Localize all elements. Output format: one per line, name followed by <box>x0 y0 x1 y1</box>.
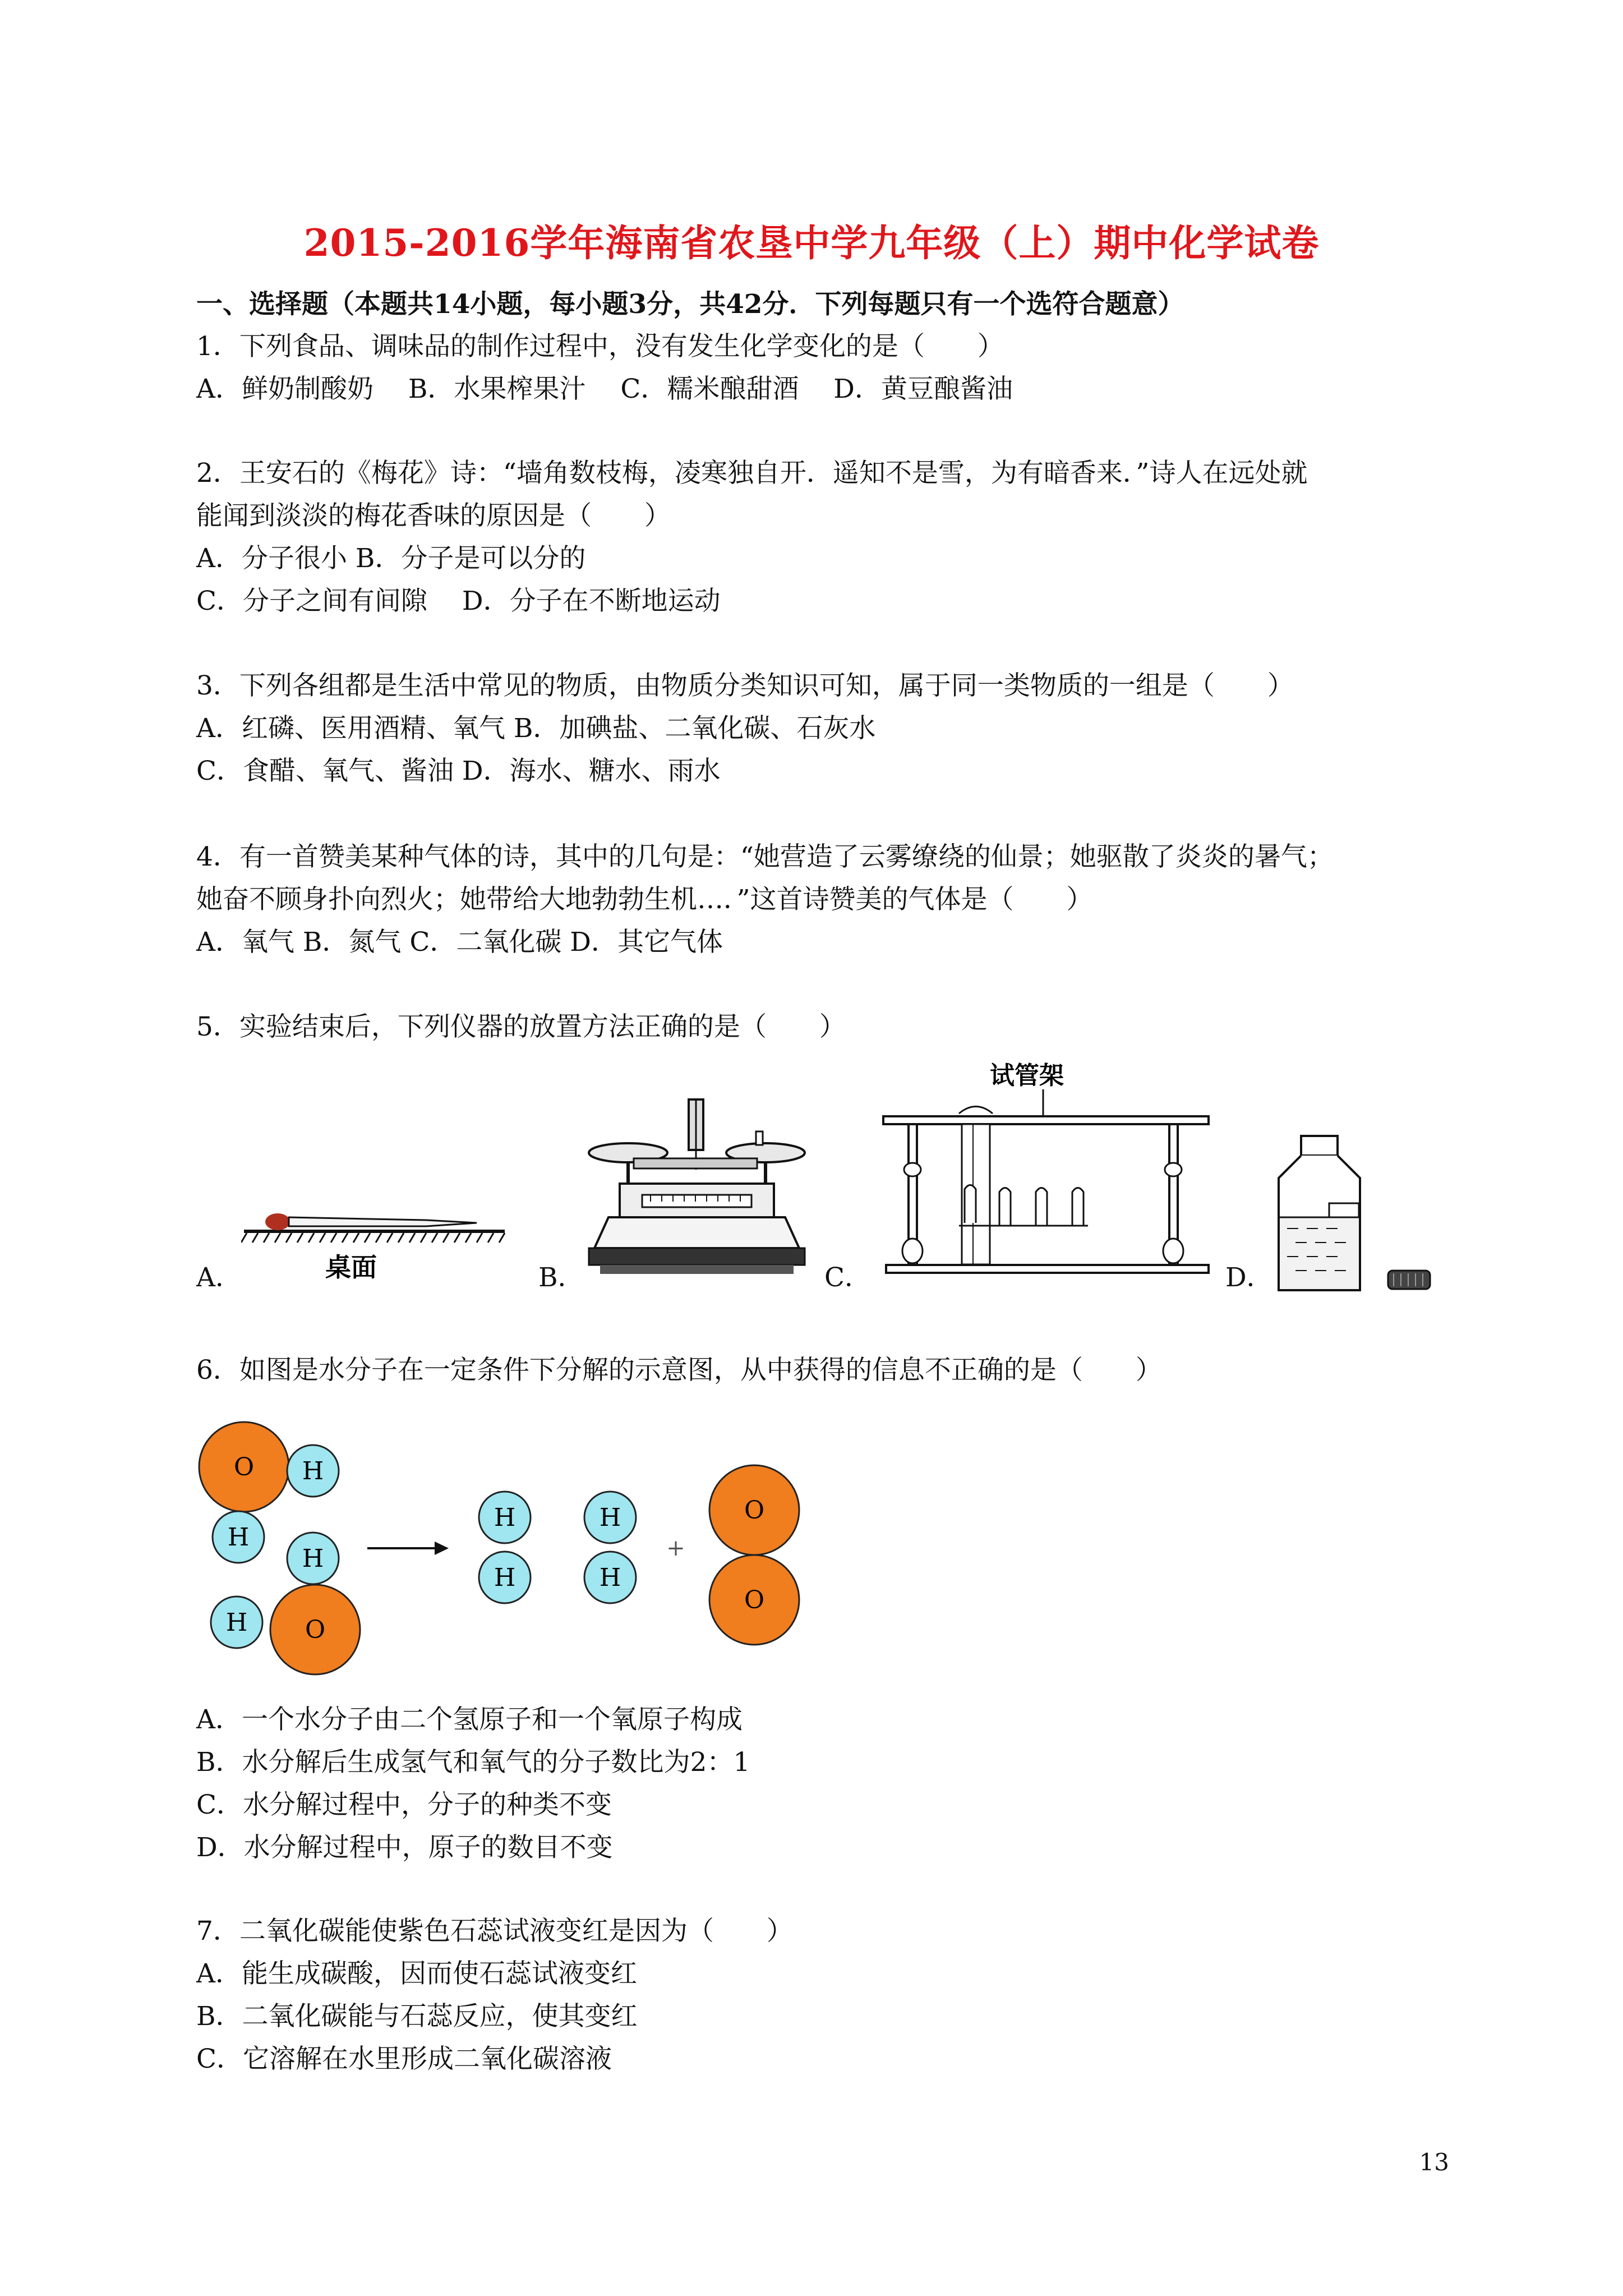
q2-stem-line2: 能闻到淡淡的梅花香味的原因是（ ） <box>196 500 671 531</box>
exam-title: 2015-2016学年海南省农垦中学九年级（上）期中化学试卷 <box>303 221 1320 265</box>
desk-label: 桌面 <box>325 1252 377 1282</box>
q6-stem: 6．如图是水分子在一定条件下分解的示意图，从中获得的信息不正确的是（ ） <box>196 1355 1162 1386</box>
atom-label: H <box>302 1457 324 1485</box>
rack-label: 试管架 <box>990 1061 1064 1090</box>
q1-stem: 1．下列食品、调味品的制作过程中，没有发生化学变化的是（ ） <box>196 331 1004 362</box>
q6-option-b: B．水分解后生成氢气和氧气的分子数比为2：1 <box>196 1747 750 1778</box>
q2-options-line1: A．分子很小 B．分子是可以分的 <box>196 543 586 574</box>
page-number: 13 <box>1419 2148 1449 2176</box>
atom-label: O <box>305 1616 326 1644</box>
q5-stem: 5．实验结束后，下列仪器的放置方法正确的是（ ） <box>196 1011 846 1042</box>
bottle-stopper <box>1388 1271 1430 1289</box>
atom-label: H <box>227 1523 250 1552</box>
atom-label: H <box>494 1503 516 1532</box>
q5-label-c: C． <box>824 1262 871 1293</box>
dropper-tube <box>289 1217 477 1226</box>
q3-options-line2: C．食醋、氧气、酱油 D．海水、糖水、雨水 <box>196 756 721 786</box>
q2-stem-line1: 2．王安石的《梅花》诗：“墙角数枝梅，凌寒独自开．遥知不是雪，为有暗香来．”诗人在远处就 <box>196 458 1308 489</box>
q7-option-b: B．二氧化碳能与石蕊反应，使其变红 <box>196 2001 638 2032</box>
q3-stem: 3．下列各组都是生活中常见的物质，由物质分类知识可知，属于同一类物质的一组是（ ） <box>196 670 1294 701</box>
atom-label: H <box>225 1608 248 1637</box>
q4-stem-line1: 4．有一首赞美某种气体的诗，其中的几句是：“她营造了云雾缭绕的仙景；她驱散了炎炎的暑气； <box>196 841 1334 872</box>
atom-label: H <box>302 1544 324 1573</box>
q4-stem-line2: 她奋不顾身扑向烈火；她带给大地勃勃生机…．”这首诗赞美的气体是（ ） <box>196 884 1093 915</box>
q3-options-line1: A．红磷、医用酒精、氧气 B．加碘盐、二氧化碳、石灰水 <box>196 713 876 744</box>
q7-option-c: C．它溶解在水里形成二氧化碳溶液 <box>196 2044 612 2074</box>
section-heading: 一、选择题（本题共14小题，每小题3分，共42分．下列每题只有一个选符合题意） <box>196 289 1184 320</box>
atom-label: O <box>744 1586 765 1614</box>
plus-sign: + <box>666 1535 685 1561</box>
q4-options: A．氧气 B．氮气 C．二氧化碳 D．其它气体 <box>196 927 723 958</box>
q7-option-a: A．能生成碳酸，因而使石蕊试液变红 <box>196 1958 637 1989</box>
q1-options: A．鲜奶制酸奶 B．水果榨果汁 C．糯米酿甜酒 D．黄豆酿酱油 <box>196 374 1013 404</box>
water-decomposition-diagram <box>196 1419 813 1677</box>
q6-option-a: A．一个水分子由二个氢原子和一个氧原子构成 <box>196 1704 743 1735</box>
q5-label-b: B． <box>538 1262 584 1293</box>
dropper-bulb <box>265 1213 290 1230</box>
atom-label: O <box>744 1496 765 1525</box>
q5-label-a: A． <box>196 1262 242 1293</box>
dropper-on-desk-figure <box>241 1172 522 1301</box>
q6-option-d: D．水分解过程中，原子的数目不变 <box>196 1832 613 1863</box>
atom-label: O <box>233 1453 255 1481</box>
reagent-bottle-figure <box>1273 1133 1441 1296</box>
q6-option-c: C．水分解过程中，分子的种类不变 <box>196 1789 612 1820</box>
atom-label: H <box>494 1563 516 1592</box>
balance-scale-figure <box>578 1085 819 1290</box>
atom-label: H <box>599 1503 621 1532</box>
q7-stem: 7．二氧化碳能使紫色石蕊试液变红是因为（ ） <box>196 1916 793 1947</box>
q5-label-d: D． <box>1225 1262 1273 1293</box>
test-tube-rack-figure <box>875 1055 1217 1290</box>
atom-label: H <box>599 1563 621 1592</box>
q2-options-line2: C．分子之间有间隙 D．分子在不断地运动 <box>196 586 721 616</box>
